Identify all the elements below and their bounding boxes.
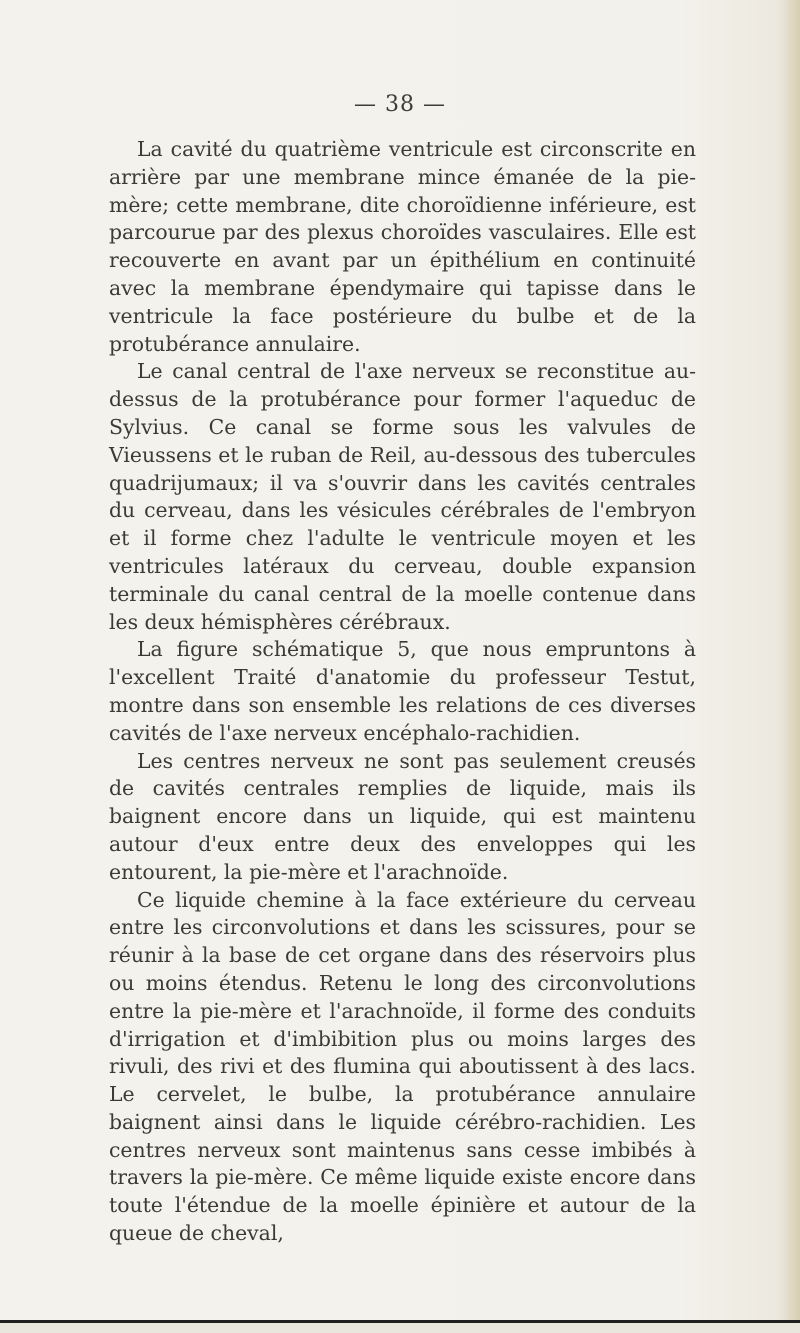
page-spine-shadow [786, 0, 800, 1333]
page-number: — 38 — [354, 92, 446, 117]
paragraph-figure-reference: La figure schématique 5, que nous empruntons à l'excellent Traité d'anatomie du professeur Testut, montre dans son ensemble les relations de ces diverses cavités de l'axe nerveux encéphalo-rachidien. [109, 637, 696, 745]
paragraph-central-canal: Le canal central de l'axe nerveux se reconstitue au-dessus de la protubérance pour former l'aqueduc de Sylvius. Ce canal se forme sous les valvules de Vieussens et le ruban de Reil, au-dessous des tubercules quadrijumaux; il va s'ouvrir dans les cavités centrales du cerveau, dans les vésicules cérébrales de l'embryon et il forme chez l'adulte le ventricule moyen et les ventricules latéraux du cerveau, double expansion terminale du canal central de la moelle contenue dans les deux hémisphères cérébraux. [109, 359, 696, 634]
body-text [109, 136, 696, 1248]
paragraph-nerve-centres: Les centres nerveux ne sont pas seulement creusés de cavités centrales remplies de liquide, mais ils baignent encore dans un liquide, qui est maintenu autour d'eux entre deux des enveloppes qui les entourent, la pie-mère et l'arachnoïde. [109, 748, 696, 884]
paragraph-fourth-ventricle: La cavité du quatrième ventricule est circonscrite en arrière par une membrane mince émanée de la pie-mère; cette membrane, dite choroïdienne inférieure, est parcourue par des plexus choroïdes vasculaires. Elle est recouverte en avant par un épithélium en continuité avec la membrane épendymaire qui tapisse dans le ventricule la face postérieure du bulbe et de la protubérance annulaire. [109, 137, 696, 356]
paragraph-cerebrospinal-liquid: Ce liquide chemine à la face extérieure du cerveau entre les circonvolutions et dans les scissures, pour se réunir à la base de cet organe dans des réservoirs plus ou moins étendus. Retenu le long des circonvolutions entre la pie-mère et l'arachnoïde, il forme des conduits d'irrigation et d'imbibition plus ou moins larges des rivuli, des rivi et des flumina qui aboutissent à des lacs. Le cervelet, le bulbe, la protubérance annulaire baignent ainsi dans le liquide cérébro-rachidien. Les centres nerveux sont maintenus sans cesse imbibés à travers la pie-mère. Ce même liquide existe encore dans toute l'étendue de la moelle épinière et autour de la queue de cheval, [109, 887, 696, 1246]
scan-bottom-margin [0, 1323, 800, 1333]
